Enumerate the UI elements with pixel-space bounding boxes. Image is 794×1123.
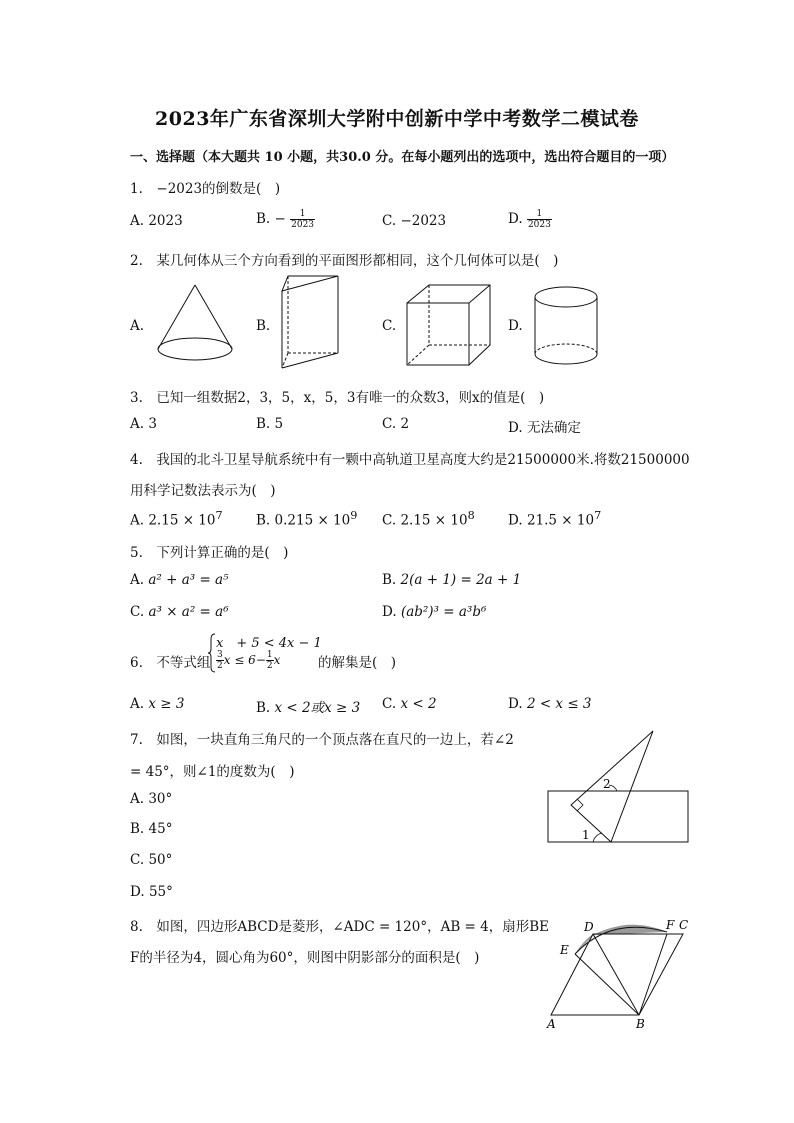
diagonal-bd xyxy=(593,934,639,1015)
q3-option-a[interactable] xyxy=(130,416,157,432)
option-label: D. xyxy=(508,512,523,529)
option-label: A. xyxy=(130,572,145,588)
cone-figure xyxy=(155,283,235,368)
denominator: 2023 xyxy=(527,220,551,230)
option-text: 2 < x ≤ 3 xyxy=(526,696,592,712)
option-label: A. xyxy=(130,213,145,229)
question-5-stem: 5. 下列计算正确的是( ) xyxy=(130,545,289,561)
denominator: 2 xyxy=(217,661,223,671)
option-label: B. xyxy=(256,416,271,432)
q4-option-d[interactable] xyxy=(508,509,601,529)
cylinder-figure xyxy=(532,284,602,368)
radius-bf xyxy=(639,934,667,1015)
system-brace-icon xyxy=(208,633,216,673)
system-line-1: x + 5 < 4x − 1 xyxy=(216,636,322,651)
point-label-e: E xyxy=(560,943,569,957)
q4-option-b[interactable] xyxy=(256,509,357,529)
q6-option-a[interactable] xyxy=(130,696,184,712)
vertex-label-a: A xyxy=(547,1017,556,1031)
option-exponent: 9 xyxy=(350,509,358,522)
option-label: C. xyxy=(382,213,397,229)
q7-option-a[interactable] xyxy=(130,791,172,807)
system-line-2 xyxy=(216,650,280,671)
page-title: 2023年广东省深圳大学附中创新中学中考数学二模试卷 xyxy=(155,108,639,130)
option-text: 50° xyxy=(148,852,173,868)
q7-option-b[interactable] xyxy=(130,821,172,837)
option-text: x < 2 xyxy=(400,696,437,712)
q1-option-d[interactable] xyxy=(508,209,552,230)
option-text: 3 xyxy=(148,416,157,432)
q3-option-b[interactable] xyxy=(256,416,283,432)
option-label: A. xyxy=(130,512,145,529)
angle-label-2: 2 xyxy=(603,777,611,791)
fraction xyxy=(216,650,224,671)
question-6-stem-suffix: 的解集是( ) xyxy=(318,655,397,671)
option-base: 21.5 × 10 xyxy=(526,512,595,529)
fraction xyxy=(527,209,552,230)
question-3-stem: 3. 已知一组数据2，3，5，x，5，3有唯一的众数3，则x的值是( ) xyxy=(130,390,545,406)
option-label: D. xyxy=(508,420,523,436)
q7-option-c[interactable] xyxy=(130,852,172,868)
option-base: 2.15 × 10 xyxy=(400,512,468,529)
question-7-stem-line1: 7. 如图，一块直角三角尺的一个顶点落在直尺的一边上，若∠2 xyxy=(130,732,514,748)
q5-option-b[interactable] xyxy=(382,572,521,588)
q6-option-b[interactable] xyxy=(256,696,360,716)
option-text: 2(a + 1) = 2a + 1 xyxy=(400,572,522,588)
option-text: a³ × a² = a⁶ xyxy=(148,604,229,620)
question-8-stem-line1: 8. 如图，四边形ABCD是菱形，∠ADC = 120°，AB = 4，扇形BE xyxy=(130,919,550,935)
q7-option-d[interactable] xyxy=(130,884,173,900)
angle-1-arc xyxy=(593,833,602,842)
angle-label-1: 1 xyxy=(582,828,590,842)
q2-option-b-label[interactable]: B. xyxy=(256,318,271,334)
inequality-end: x xyxy=(273,653,281,667)
denominator: 2023 xyxy=(291,220,315,230)
option-label: A. xyxy=(130,416,145,432)
option-label: B. xyxy=(130,821,145,837)
option-label: D. xyxy=(508,696,523,712)
radius-be xyxy=(575,954,639,1015)
option-label: B. xyxy=(382,572,397,588)
numerator: 3 xyxy=(217,650,223,660)
question-4-stem-line1: 4. 我国的北斗卫星导航系统中有一颗中高轨道卫星高度大约是21500000米.将数21500000 xyxy=(130,452,690,468)
point-label-f: F xyxy=(666,918,675,932)
option-label: B. xyxy=(256,700,271,716)
option-label: C. xyxy=(130,604,145,620)
option-label: D. xyxy=(130,884,145,900)
fraction xyxy=(290,209,315,230)
option-label: D. xyxy=(508,211,523,227)
set-square-triangle xyxy=(571,731,653,842)
question-6-stem-prefix: 6. 不等式组 xyxy=(130,655,211,671)
q2-option-c-label[interactable]: C. xyxy=(382,318,397,334)
option-base: 0.215 × 10 xyxy=(274,512,351,529)
q6-option-d[interactable] xyxy=(508,696,592,712)
fraction xyxy=(266,650,274,671)
option-label: C. xyxy=(382,696,397,712)
numerator: 1 xyxy=(290,209,315,220)
option-label: A. xyxy=(130,791,145,807)
q4-option-a[interactable] xyxy=(130,509,223,529)
option-label: C. xyxy=(382,416,397,432)
q3-option-c[interactable] xyxy=(382,416,409,432)
option-text: 无法确定 xyxy=(526,420,581,436)
option-exponent: 7 xyxy=(215,509,223,522)
section-heading: 一、选择题（本大题共 10 小题，共30.0 分。在每小题列出的选项中，选出符合题目的一项） xyxy=(130,150,675,165)
q5-option-c[interactable] xyxy=(130,604,229,620)
option-text: a² + a³ = a⁵ xyxy=(148,572,229,588)
right-angle-mark xyxy=(577,799,583,811)
cube-figure xyxy=(404,283,494,368)
vertex-label-d: D xyxy=(584,920,594,934)
option-exponent: 8 xyxy=(467,509,475,522)
ruler-rectangle xyxy=(548,791,688,842)
numerator: 1 xyxy=(527,209,552,220)
option-label: C. xyxy=(382,512,397,529)
option-text: 2 xyxy=(400,416,410,432)
option-label: B. xyxy=(256,512,271,529)
q5-option-d[interactable] xyxy=(382,604,486,620)
question-4-stem-line2: 用科学记数法表示为( ) xyxy=(130,483,276,499)
option-text: 55° xyxy=(148,884,173,900)
rhombus-sector-figure xyxy=(545,910,695,1035)
q1-option-c[interactable] xyxy=(382,213,446,229)
q4-option-c[interactable] xyxy=(382,509,475,529)
option-text: x ≥ 3 xyxy=(148,696,185,712)
inequality-middle: x ≤ 6− xyxy=(223,653,266,667)
option-exponent: 7 xyxy=(594,509,602,522)
q1-option-b[interactable] xyxy=(256,209,315,230)
q1-option-a[interactable] xyxy=(130,213,183,229)
vertex-label-b: B xyxy=(636,1017,645,1031)
option-label: A. xyxy=(130,696,145,712)
numerator: 1 xyxy=(266,650,273,660)
option-label: D. xyxy=(382,604,397,620)
q6-option-c[interactable] xyxy=(382,696,437,712)
option-label: C. xyxy=(130,852,145,868)
option-text: 45° xyxy=(148,821,173,837)
question-1-stem: 1. −2023的倒数是( ) xyxy=(130,181,281,197)
q2-option-d-label[interactable]: D. xyxy=(508,318,523,334)
option-prefix: − xyxy=(274,211,286,227)
denominator: 2 xyxy=(266,661,273,671)
option-text: x < 2或x ≥ 3 xyxy=(274,700,361,716)
triangular-prism-figure xyxy=(276,273,346,373)
vertex-label-c: C xyxy=(679,918,689,932)
q5-option-a[interactable] xyxy=(130,572,229,588)
question-7-stem-line2: = 45°，则∠1的度数为( ) xyxy=(130,764,295,780)
option-text: −2023 xyxy=(400,213,447,229)
q2-option-a-label[interactable]: A. xyxy=(130,318,145,334)
option-base: 2.15 × 10 xyxy=(148,512,216,529)
option-text: 30° xyxy=(148,791,173,807)
q3-option-d[interactable] xyxy=(508,416,581,436)
option-text: 5 xyxy=(274,416,284,432)
option-text: 2023 xyxy=(148,213,183,229)
question-2-stem: 2. 某几何体从三个方向看到的平面图形都相同，这个几何体可以是( ) xyxy=(130,253,559,269)
question-8-stem-line2: F的半径为4，圆心角为60°，则图中阴影部分的面积是( ) xyxy=(130,950,480,966)
ruler-triangle-figure xyxy=(545,727,693,847)
option-label: B. xyxy=(256,211,271,227)
option-text: (ab²)³ = a³b⁶ xyxy=(400,604,487,620)
